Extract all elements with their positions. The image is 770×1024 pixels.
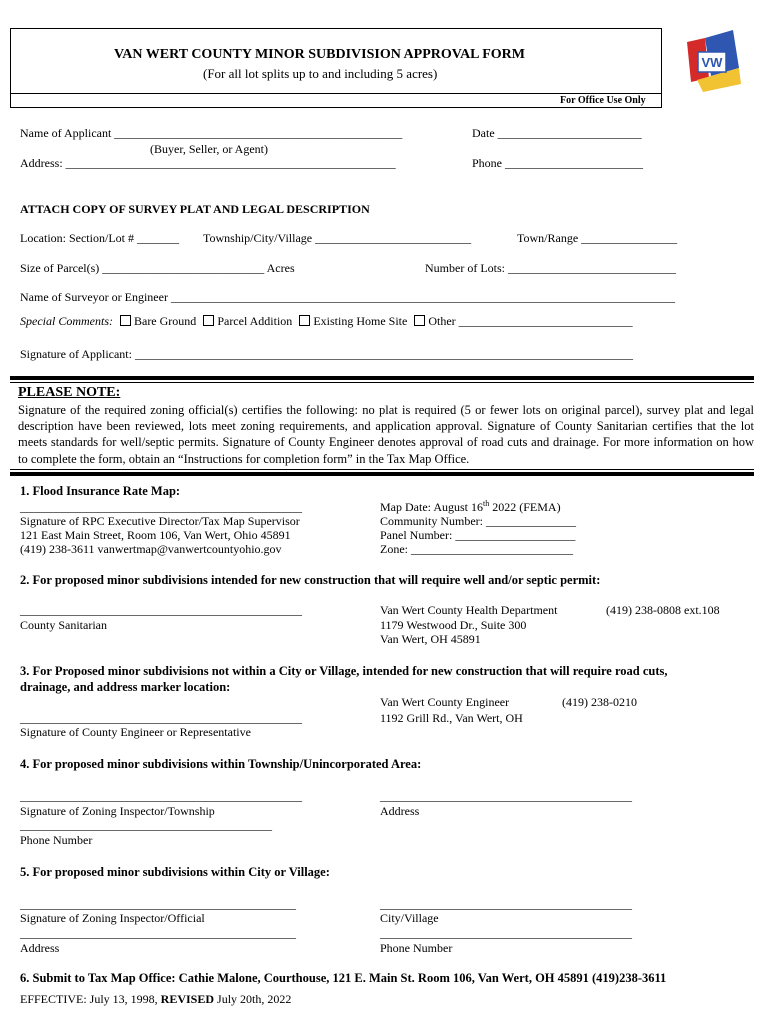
existing-home-label: Existing Home Site <box>313 314 408 328</box>
township-signature-line[interactable]: _______________________________________________ <box>20 789 302 803</box>
city-address-line[interactable]: ______________________________________________ <box>20 926 296 940</box>
parcel-addition-checkbox[interactable] <box>203 315 214 326</box>
township-field[interactable]: Township/City/Village __________________________ <box>203 231 472 245</box>
township-address-line[interactable]: __________________________________________ <box>380 789 632 803</box>
rpc-signature-title: Signature of RPC Executive Director/Tax Map Supervisor <box>20 514 300 528</box>
office-use-label: For Office Use Only <box>560 95 646 106</box>
city-village-title: City/Village <box>380 911 439 925</box>
city-signature-line[interactable]: ______________________________________________ <box>20 897 296 911</box>
health-dept-street: 1179 Westwood Dr., Suite 300 <box>380 618 527 632</box>
divider <box>10 469 754 470</box>
section6-heading: 6. Submit to Tax Map Office: Cathie Malone, Courthouse, 121 E. Main St. Room 106, Van Wert, OH 45891 (419)238-3611 <box>20 971 667 985</box>
divider <box>10 382 754 383</box>
existing-home-checkbox[interactable] <box>299 315 310 326</box>
county-logo-icon <box>683 28 741 94</box>
township-signature-title: Signature of Zoning Inspector/Township <box>20 804 215 818</box>
number-of-lots-field[interactable]: Number of Lots: ____________________________ <box>425 261 676 275</box>
note-heading: PLEASE NOTE: <box>18 385 121 400</box>
bare-ground-label: Bare Ground <box>133 314 197 328</box>
phone-field[interactable]: Phone _______________________ <box>472 156 643 170</box>
section3-heading-cont: drainage, and address marker location: <box>20 680 231 694</box>
parcel-addition-label: Parcel Addition <box>217 314 293 328</box>
township-phone-title: Phone Number <box>20 833 93 847</box>
rpc-contact: (419) 238-3611 vanwertmap@vanwertcountyohio.gov <box>20 542 282 556</box>
applicant-role-hint: (Buyer, Seller, or Agent) <box>150 142 269 156</box>
township-address-title: Address <box>380 804 420 818</box>
rpc-signature-line[interactable]: _______________________________________________ <box>20 500 302 514</box>
form-title: VAN WERT COUNTY MINOR SUBDIVISION APPROVAL FORM <box>114 47 526 62</box>
parcel-size-field[interactable]: Size of Parcel(s) ___________________________ Acres <box>20 261 295 275</box>
applicant-name-field[interactable]: Name of Applicant ________________________________________________ <box>20 126 403 140</box>
special-comments-label: Special Comments: <box>20 314 113 328</box>
city-village-line[interactable]: __________________________________________ <box>380 897 632 911</box>
svg-text:VW: VW <box>701 55 723 70</box>
section2-heading: 2. For proposed minor subdivisions intended for new construction that will require well and/or septic permit: <box>20 573 601 587</box>
bare-ground-checkbox[interactable] <box>120 315 131 326</box>
city-phone-title: Phone Number <box>380 941 453 955</box>
map-date: Map Date: August 16th 2022 (FEMA) <box>380 499 561 514</box>
sanitarian-title: County Sanitarian <box>20 618 107 632</box>
note-body: Signature of the required zoning official(s) certifies the following: no plat is required (5 or fewer lots on original parcel), survey plat and legal description have been reviewed, lots meet zoning requirements, and application approval. Signature of County Sanitarian certifies that the lot meets standards for well/septic permits. Signature of County Engineer denotes approval of road cuts and drainage. For more information on how to complete the form, obtain an “Instructions for completion form” in the Tax Map Office. <box>18 403 754 466</box>
panel-number-field[interactable]: Panel Number: ____________________ <box>380 528 576 542</box>
engineer-phone: (419) 238-0210 <box>562 695 637 709</box>
zone-field[interactable]: Zone: ___________________________ <box>380 542 573 556</box>
rpc-address: 121 East Main Street, Room 106, Van Wert, Ohio 45891 <box>20 528 291 542</box>
applicant-address-field[interactable]: Address: _______________________________________________________ <box>20 156 396 170</box>
engineer-street: 1192 Grill Rd., Van Wert, OH <box>380 711 523 725</box>
city-phone-line[interactable]: __________________________________________ <box>380 926 632 940</box>
section5-heading: 5. For proposed minor subdivisions within City or Village: <box>20 865 330 879</box>
health-dept-city: Van Wert, OH 45891 <box>380 632 481 646</box>
community-number-field[interactable]: Community Number: _______________ <box>380 514 576 528</box>
divider <box>10 472 754 476</box>
city-signature-title: Signature of Zoning Inspector/Official <box>20 911 205 925</box>
form-subtitle: (For all lot splits up to and including 5 acres) <box>203 66 438 81</box>
date-field[interactable]: Date ________________________ <box>472 126 642 140</box>
engineer-signature-line[interactable]: _______________________________________________ <box>20 711 302 725</box>
effective-date: EFFECTIVE: July 13, 1998, REVISED July 20th, 2022 <box>20 992 292 1006</box>
health-dept-phone: (419) 238-0808 ext.108 <box>606 603 720 617</box>
health-dept-name: Van Wert County Health Department <box>380 603 558 617</box>
surveyor-field[interactable]: Name of Surveyor or Engineer ____________________________________________________________________________________ <box>20 290 675 304</box>
township-phone-line[interactable]: __________________________________________ <box>20 818 272 832</box>
engineer-office: Van Wert County Engineer <box>380 695 510 709</box>
other-checkbox[interactable] <box>414 315 425 326</box>
applicant-signature-field[interactable]: Signature of Applicant: ___________________________________________________________________________________ <box>20 347 633 361</box>
attach-heading: ATTACH COPY OF SURVEY PLAT AND LEGAL DESCRIPTION <box>20 202 370 216</box>
section1-heading: 1. Flood Insurance Rate Map: <box>20 484 181 498</box>
town-range-field[interactable]: Town/Range ________________ <box>517 231 678 245</box>
location-field[interactable]: Location: Section/Lot # _______ <box>20 231 179 245</box>
sanitarian-signature-line[interactable]: _______________________________________________ <box>20 603 302 617</box>
divider <box>10 376 754 380</box>
section4-heading: 4. For proposed minor subdivisions within Township/Unincorporated Area: <box>20 757 422 771</box>
section3-heading: 3. For Proposed minor subdivisions not within a City or Village, intended for new construction that will require road cuts, <box>20 664 668 678</box>
other-field[interactable]: Other _____________________________ <box>428 314 633 328</box>
special-comments-row <box>20 314 633 329</box>
city-address-title: Address <box>20 941 60 955</box>
engineer-signature-title: Signature of County Engineer or Representative <box>20 725 251 739</box>
